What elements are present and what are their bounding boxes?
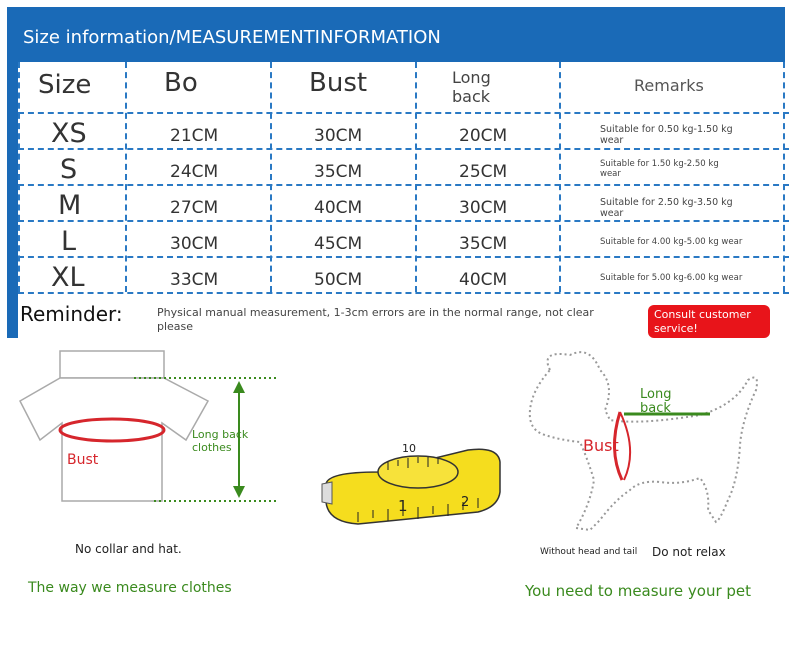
tape-mark: 2 [461, 495, 470, 510]
size-cell: XL [51, 262, 85, 293]
pet-note-left: Without head and tail [540, 547, 638, 557]
bo-cell: 21CM [170, 126, 219, 146]
size-cell: L [61, 226, 77, 257]
clothes-bust-label: Bust [67, 452, 99, 468]
bust-cell: 35CM [314, 162, 363, 182]
clothes-note: No collar and hat. [75, 542, 182, 556]
column-header-bo: Bo [164, 68, 198, 98]
grid-line [18, 256, 789, 258]
pet-note-right: Do not relax [652, 545, 726, 559]
remarks-cell: Suitable for 2.50 kg-3.50 kg wear [600, 197, 733, 219]
remarks-cell: Suitable for 4.00 kg-5.00 kg wear [600, 237, 743, 247]
size-cell: M [58, 190, 82, 221]
clothes-long-back-label: Long back clothes [192, 428, 249, 454]
grid-line [18, 292, 789, 294]
long-back-cell: 25CM [459, 162, 508, 182]
bo-cell: 30CM [170, 234, 219, 254]
bust-cell: 50CM [314, 270, 363, 290]
pet-bust-label: Bust [583, 436, 619, 455]
chart-title: Size information/MEASUREMENTINFORMATION [23, 27, 441, 48]
reminder-text: Physical manual measurement, 1-3cm errors are in the normal range, not clear please [157, 306, 594, 333]
remarks-cell: Suitable for 5.00 kg-6.00 kg wear [600, 273, 743, 283]
grid-line [18, 184, 789, 186]
grid-line [18, 220, 789, 222]
long-back-cell: 20CM [459, 126, 508, 146]
bust-cell: 30CM [314, 126, 363, 146]
pet-caption: You need to measure your pet [525, 582, 752, 600]
bust-cell: 45CM [314, 234, 363, 254]
grid-line [18, 112, 789, 114]
remarks-cell: Suitable for 1.50 kg-2.50 kg wear [600, 159, 719, 179]
size-cell: S [60, 154, 78, 185]
long-back-cell: 40CM [459, 270, 508, 290]
reminder-label: Reminder: [20, 302, 123, 326]
pet-long-back-label: Long back [640, 387, 672, 416]
consult-customer-service-button[interactable]: Consult customer service! [648, 305, 770, 338]
pet-dog-icon [520, 350, 770, 540]
long-back-cell: 35CM [459, 234, 508, 254]
column-header-size: Size [38, 70, 92, 100]
clothes-caption: The way we measure clothes [28, 580, 232, 596]
long-back-cell: 30CM [459, 198, 508, 218]
column-header-bust: Bust [309, 68, 368, 98]
size-cell: XS [51, 118, 87, 149]
bust-cell: 40CM [314, 198, 363, 218]
bo-cell: 24CM [170, 162, 219, 182]
tape-measure-icon [318, 432, 508, 532]
remarks-cell: Suitable for 0.50 kg-1.50 kg wear [600, 124, 733, 146]
grid-line [18, 148, 789, 150]
bo-cell: 33CM [170, 270, 219, 290]
column-header-remarks: Remarks [634, 76, 704, 95]
size-table [18, 62, 789, 342]
size-chart-panel [7, 7, 785, 338]
bo-cell: 27CM [170, 198, 219, 218]
column-header-long-back: Long back [452, 68, 491, 106]
tape-mark: 10 [402, 442, 416, 455]
tape-mark: 1 [398, 497, 408, 515]
